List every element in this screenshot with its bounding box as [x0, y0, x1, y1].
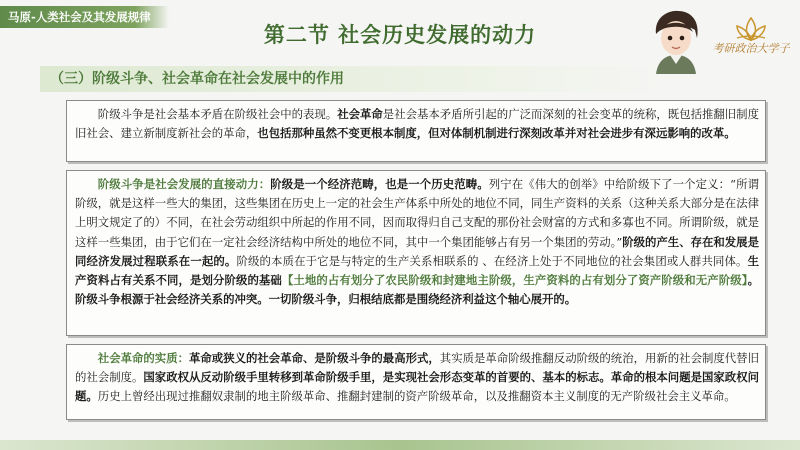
panel2-lead: 阶级斗争是社会发展的直接动力：	[97, 177, 271, 191]
panel3-sentence-2: 其实质是革命阶级推翻反动阶级的统治，用新的社会制度代替旧的社会制度。	[75, 351, 759, 385]
panel3-sentence-3: 国家政权从反动阶级手里转移到革命阶级手里，是实现社会形态变革的首要的、基本的标志。革命的根本问题是国家政权问题。	[75, 370, 759, 404]
panel2-sentence-1: 阶级是一个经济范畴，也是一个历史范畴。	[270, 177, 489, 191]
class-struggle-panel	[66, 170, 766, 336]
panel2-sentence-5: 生产资料占有关系不同，是划分阶级的基础	[75, 253, 759, 288]
panel3-lead: 社会革命的实质：	[97, 351, 189, 365]
avatar	[648, 8, 704, 74]
panel3-sentence-1: 革命或狭义的社会革命、是阶级斗争的最高形式，	[189, 351, 440, 365]
panel1-term-social-revolution: 社会革命	[337, 107, 383, 121]
revolution-essence-panel	[66, 344, 766, 420]
definition-panel	[66, 100, 766, 162]
panel2-bracket-note: 【土地的占有划分了农民阶级和封建地主阶级，生产资料的占有划分了资产阶级和无产阶级】	[281, 273, 748, 288]
course-tag: 马原-人类社会及其发展规律	[0, 6, 169, 28]
panel3-sentence-4: 历史上曾经出现过推翻奴隶制的地主阶级革命、推翻封建制的资产阶级革命，以及推翻资本主义制度的无产阶级社会主义革命。	[97, 389, 736, 404]
page-title: 第二节 社会历史发展的动力	[263, 23, 537, 47]
panel1-sentence-3: 也包括那种虽然不变更根本制度，但对体制机制进行深刻改革并对社会进步有深远影响的改革。	[257, 126, 736, 141]
section-heading: （三）阶级斗争、社会革命在社会发展中的作用	[40, 66, 660, 92]
bottom-bar	[0, 440, 800, 450]
panel1-sentence-1: 阶级斗争是社会基本矛盾在阶级社会中的表现。	[97, 107, 338, 121]
panel2-sentence-3: 阶级的产生、存在和发展是同经济发展过程联系在一起的。	[75, 234, 759, 268]
panel2-sentence-7: 。阶级斗争根源于社会经济关系的冲突。一切阶级斗争，归根结底都是围绕经济利益这个轴心展开的。	[75, 273, 759, 307]
panel2-lenin-quote: 列宁在《伟大的创举》中给阶级下了一个定义：“所谓阶级，就是这样一些大的集团，这些集团在历史上一定的社会生产体系中所处的地位不同，同生产资料的关系（这种关系大部分是在法律上明文规定了的）不同，在社会劳动组织中所起的作用不同，因而取得归自己支配的那份社会财富的方式和多寡也不同。所谓阶级，就是这样一些集团，由于它们在一定社会经济结构中所处的地位不同，其中一个集团能够占有另一个集团的劳动。”	[75, 177, 759, 249]
panel1-sentence-2: 是社会基本矛盾所引起的广泛而深刻的社会变革的统称，既包括推翻旧制度旧社会、建立新制度新社会的革命，	[75, 107, 759, 141]
brand-name: 考研政治大学子	[712, 42, 790, 55]
panel2-sentence-4: 阶级的本质在于它是与特定的生产关系相联系的 、在经济上处于不同地位的社会集团或人群共同体。	[236, 253, 748, 268]
